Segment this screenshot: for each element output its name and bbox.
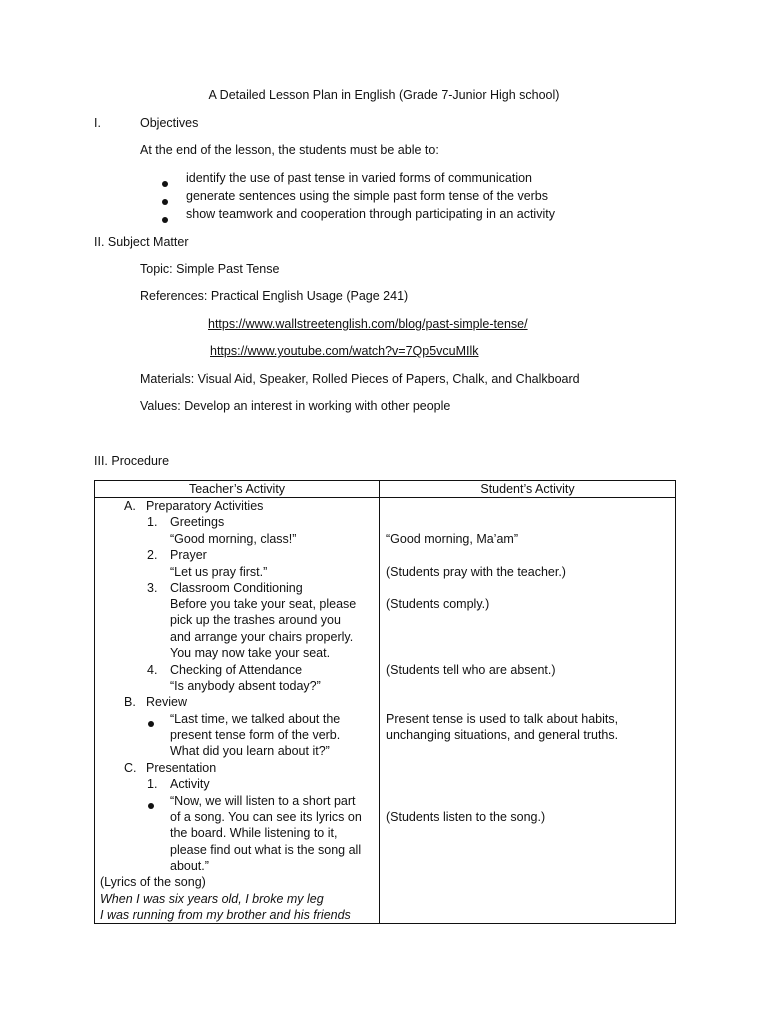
teacher-activity-cell	[95, 498, 380, 924]
objective-item: identify the use of past tense in varied forms of communication	[186, 171, 533, 185]
bullet-icon	[148, 715, 154, 731]
attendance-quote: “Is anybody absent today?”	[170, 679, 321, 693]
greetings-quote: “Good morning, class!”	[170, 532, 297, 546]
bullet-icon	[148, 797, 154, 813]
conditioning-text: and arrange your chairs properly.	[170, 630, 354, 644]
activity-text: please find out what is the song all	[170, 843, 362, 857]
lyric-line: I was running from my brother and his friends	[100, 908, 351, 922]
column-header-student: Student’s Activity	[380, 481, 676, 498]
list-number: 4.	[147, 663, 158, 677]
review-text: “Last time, we talked about the	[170, 712, 341, 726]
materials-line: Materials: Visual Aid, Speaker, Rolled Pieces of Papers, Chalk, and Chalkboard	[140, 372, 580, 386]
bullet-icon	[162, 212, 168, 226]
procedure-table	[94, 480, 676, 924]
greetings-label: Greetings	[170, 515, 225, 529]
list-label: C.	[124, 761, 137, 775]
activity-text: of a song. You can see its lyrics on	[170, 810, 362, 824]
table-row	[95, 498, 676, 924]
list-number: 1.	[147, 515, 158, 529]
subject-matter-heading: II. Subject Matter	[94, 235, 189, 249]
classroom-conditioning-label: Classroom Conditioning	[170, 581, 303, 595]
list-number: 3.	[147, 581, 158, 595]
conditioning-text: Before you take your seat, please	[170, 597, 357, 611]
bullet-icon	[162, 176, 168, 190]
table-header-row	[95, 481, 676, 498]
topic-line: Topic: Simple Past Tense	[140, 262, 280, 276]
list-number: 1.	[147, 777, 158, 791]
student-response: (Students listen to the song.)	[386, 810, 546, 824]
procedure-heading: III. Procedure	[94, 454, 170, 468]
activity-label: Activity	[170, 777, 210, 791]
activity-text: about.”	[170, 859, 209, 873]
review-text: What did you learn about it?”	[170, 744, 330, 758]
student-response: unchanging situations, and general truths.	[386, 728, 619, 742]
attendance-label: Checking of Attendance	[170, 663, 303, 677]
bullet-icon	[162, 194, 168, 208]
prayer-quote: “Let us pray first.”	[170, 565, 268, 579]
list-label: A.	[124, 499, 136, 513]
column-header-teacher: Teacher’s Activity	[95, 481, 380, 498]
reference-link-youtube[interactable]: https://www.youtube.com/watch?v=7Qp5vcuMIlk	[210, 344, 479, 358]
student-response: (Students comply.)	[386, 597, 490, 611]
section-numeral-objectives: I.	[94, 116, 101, 130]
references-line: References: Practical English Usage (Page 241)	[140, 289, 409, 303]
presentation-label: Presentation	[146, 761, 217, 775]
activity-text: the board. While listening to it,	[170, 826, 338, 840]
list-number: 2.	[147, 548, 158, 562]
objective-item: generate sentences using the simple past form tense of the verbs	[186, 189, 549, 203]
objectives-intro: At the end of the lesson, the students must be able to:	[140, 143, 439, 157]
preparatory-activities-label: Preparatory Activities	[146, 499, 264, 513]
review-label: Review	[146, 695, 187, 709]
list-label: B.	[124, 695, 136, 709]
conditioning-text: pick up the trashes around you	[170, 613, 341, 627]
objectives-heading: Objectives	[140, 116, 199, 130]
values-line: Values: Develop an interest in working with other people	[140, 399, 451, 413]
student-response: (Students pray with the teacher.)	[386, 565, 566, 579]
document-title: A Detailed Lesson Plan in English (Grade 7-Junior High school)	[208, 88, 560, 102]
lyrics-label: (Lyrics of the song)	[100, 875, 206, 889]
reference-link-wallstreet[interactable]: https://www.wallstreetenglish.com/blog/past-simple-tense/	[208, 317, 528, 331]
student-response: “Good morning, Ma’am”	[386, 532, 518, 546]
objective-item: show teamwork and cooperation through participating in an activity	[186, 207, 555, 221]
student-response: (Students tell who are absent.)	[386, 663, 556, 677]
student-response: Present tense is used to talk about habits,	[386, 712, 619, 726]
prayer-label: Prayer	[170, 548, 207, 562]
review-text: present tense form of the verb.	[170, 728, 341, 742]
student-activity-cell	[380, 498, 676, 924]
lyric-line: When I was six years old, I broke my leg	[100, 892, 324, 906]
activity-text: “Now, we will listen to a short part	[170, 794, 356, 808]
conditioning-text: You may now take your seat.	[170, 646, 331, 660]
